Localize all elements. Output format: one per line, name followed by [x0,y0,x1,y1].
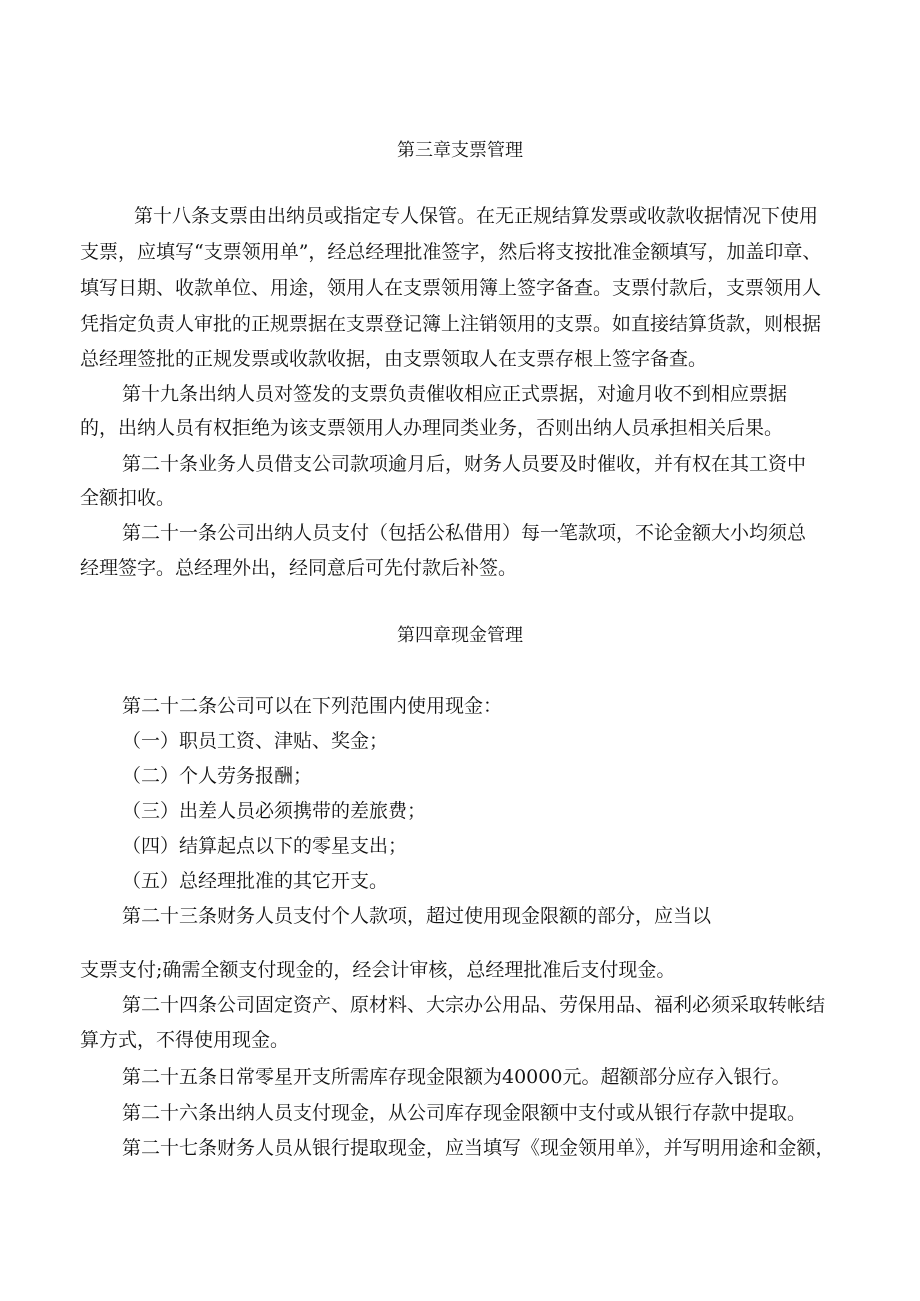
chapter-4-title: 第四章现金管理 [397,625,523,646]
article-23-line-1: 第二十三条财务人员支付个人款项，超过使用现金限额的部分，应当以 [122,905,712,927]
article-18-line-3: 填写日期、收款单位、用途，领用人在支票领用簿上签字备查。支票付款后，支票领用人 [80,277,822,299]
article-24-line-2: 算方式，不得使用现金。 [80,1029,290,1051]
cash-use-item-1: （一）职员工资、津贴、奖金； [122,730,389,752]
article-26: 第二十六条出纳人员支付现金，从公司库存现金限额中支付或从银行存款中提取。 [122,1102,807,1124]
article-24-line-1: 第二十四条公司固定资产、原材料、大宗办公用品、劳保用品、福利必须采取转帐结 [122,994,826,1016]
article-21-line-2: 经理签字。总经理外出，经同意后可先付款后补签。 [80,557,518,579]
article-19-line-1: 第十九条出纳人员对签发的支票负责催收相应正式票据，对逾月收不到相应票据 [122,383,788,405]
cash-use-item-5: （五）总经理批准的其它开支。 [122,870,389,892]
chapter-3-title: 第三章支票管理 [397,140,523,161]
article-20-line-2: 全额扣收。 [80,487,176,509]
article-22: 第二十二条公司可以在下列范围内使用现金： [122,695,503,717]
article-18-line-2: 支票，应填写“支票领用单”，经总经理批准签字，然后将支按批准金额填写，加盖印章、 [80,241,822,263]
article-21-line-1: 第二十一条公司出纳人员支付（包括公私借用）每一笔款项，不论金额大小均须总 [122,522,807,544]
article-27: 第二十七条财务人员从银行提取现金，应当填写《现金领用单》，并写明用途和金额， [122,1137,835,1159]
article-18-line-1: 第十八条支票由出纳员或指定专人保管。在无正规结算发票或收款收据情况下使用 [134,205,819,227]
article-18-line-4: 凭指定负责人审批的正规票据在支票登记簿上注销领用的支票。如直接结算货款，则根据 [80,313,822,335]
article-23-line-2: 支票支付;确需全额支付现金的，经会计审核，总经理批准后支付现金。 [80,959,676,981]
article-25: 第二十五条日常零星开支所需库存现金限额为40000元。超额部分应存入银行。 [122,1066,791,1088]
cash-use-item-3: （三）出差人员必须携带的差旅费； [122,800,427,822]
article-19-line-2: 的，出纳人员有权拒绝为该支票领用人办理同类业务，否则出纳人员承担相关后果。 [80,417,784,439]
article-18-line-5: 总经理签批的正规发票或收款收据，由支票领取人在支票存根上签字备查。 [80,348,708,370]
cash-use-item-2: （二）个人劳务报酬； [122,765,313,787]
article-20-line-1: 第二十条业务人员借支公司款项逾月后，财务人员要及时催收，并有权在其工资中 [122,453,807,475]
cash-use-item-4: （四）结算起点以下的零星支出； [122,835,408,857]
